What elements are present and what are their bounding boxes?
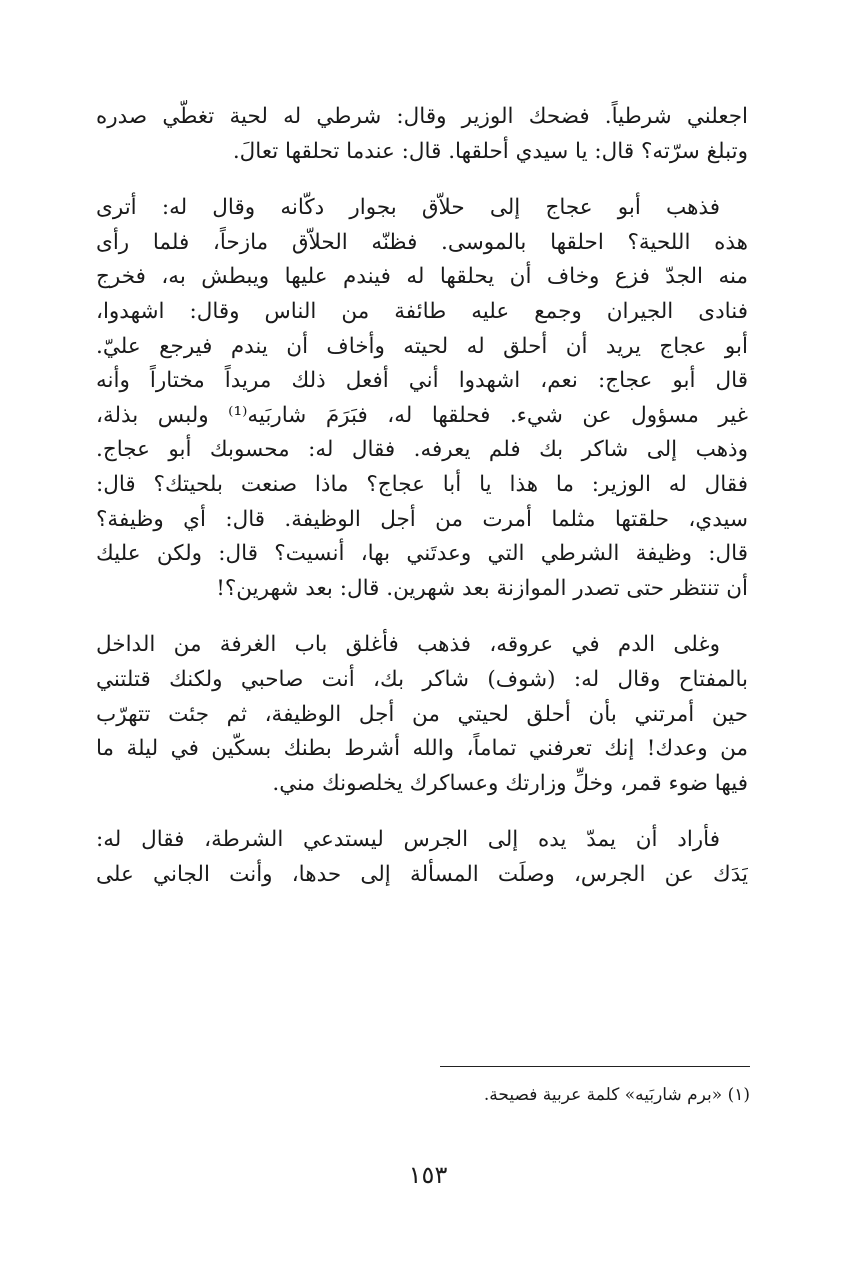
page-number: ١٥٣ xyxy=(408,1161,448,1189)
paragraph-3 xyxy=(96,628,748,801)
paragraph-1 xyxy=(96,100,748,169)
text-line: فنادى الجيران وجمع عليه طائفة من الناس وقال: اشهدوا، xyxy=(96,298,748,324)
text-line: من وعدك! إنك تعرفني تماماً، والله أشرط بطنك بسكّين في ليلة ما xyxy=(96,736,748,762)
text-line: قال: وظيفة الشرطي التي وعدتَني بها، أنسيت؟ قال: ولكن عليك xyxy=(96,541,748,567)
text-line: وتبلغ سرّته؟ قال: يا سيدي أحلقها. قال: عندما تحلقها تعالَ. xyxy=(232,138,748,164)
text-line: سيدي، حلقتها مثلما أمرت من أجل الوظيفة. قال: أي وظيفة؟ xyxy=(96,506,748,532)
text-line: منه الجدّ فزع وخاف أن يحلقها له فيندم عليها ويبطش به، فخرج xyxy=(96,264,748,290)
text-line: وذهب إلى شاكر بك فلم يعرفه. فقال له: محسوبك أبو عجاج. xyxy=(96,437,748,463)
text-line: فذهب أبو عجاج إلى حلاّق بجوار دكّانه وقال له: أترى xyxy=(96,195,720,221)
text-line: هذه اللحية؟ احلقها بالموسى. فظنّه الحلاّق مازحاً، فلما رأى xyxy=(96,229,748,255)
text-line: فيها ضوء قمر، وخلِّ وزارتك وعساكرك يخلصونك مني. xyxy=(272,770,748,796)
text-line: حين أمرتني بأن أحلق لحيتي من أجل الوظيفة، ثم جئت تتهرّب xyxy=(96,701,748,727)
text-line: أن تنتظر حتى تصدر الموازنة بعد شهرين. قال: بعد شهرين؟! xyxy=(216,575,748,601)
text-line: أبو عجاج يريد أن أحلق له لحيته وأخاف أن يندم فيرجع عليّ. xyxy=(96,333,748,359)
text-line: وغلى الدم في عروقه، فذهب فأغلق باب الغرفة من الداخل xyxy=(96,632,720,658)
text-line: بالمفتاح وقال له: (شوف) شاكر بك، أنت صاحبي ولكنك قتلتني xyxy=(96,666,748,692)
paragraph-4 xyxy=(96,823,748,892)
paragraph-2 xyxy=(96,191,748,606)
text-line: فقال له الوزير: ما هذا يا أبا عجاج؟ ماذا صنعت بلحيتك؟ قال: xyxy=(96,471,748,497)
page-body xyxy=(96,100,748,892)
footnote-divider xyxy=(440,1066,750,1067)
text-line: يَدَك عن الجرس، وصلَت المسألة إلى حدها، وأنت الجاني على xyxy=(96,861,748,887)
text-line: فأراد أن يمدّ يده إلى الجرس ليستدعي الشرطة، فقال له: xyxy=(96,827,720,853)
text-line: قال أبو عجاج: نعم، اشهدوا أني أفعل ذلك مريداً مختاراً وأنه xyxy=(96,368,748,394)
text-line: اجعلني شرطياً. فضحك الوزير وقال: شرطي له لحية تغطّي صدره xyxy=(96,104,748,129)
text-line: غير مسؤول عن شيء. فحلقها له، فبَرَمَ شاربَيه⁽¹⁾ ولبس بذلة، xyxy=(96,402,748,428)
footnote: (١) «برم شاربَيه» كلمة عربية فصيحة. xyxy=(483,1085,750,1105)
